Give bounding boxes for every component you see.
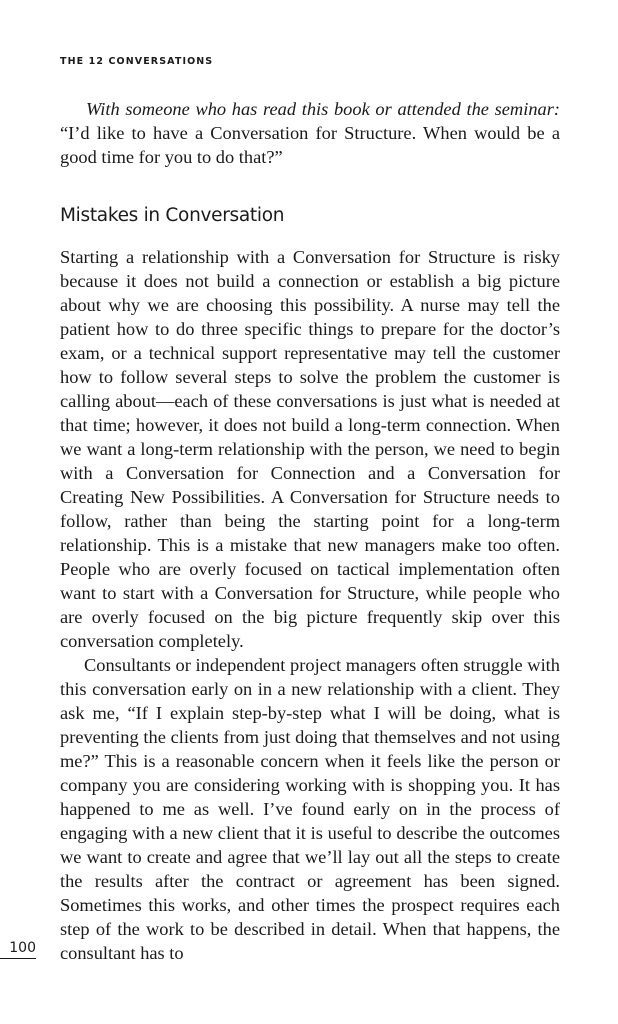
intro-lead-in: With someone who has read this book or attended the seminar: <box>86 99 560 119</box>
page-number: 100 <box>0 940 36 959</box>
body-text <box>60 245 560 965</box>
intro-paragraph <box>60 97 560 169</box>
body-paragraph-1: Starting a relationship with a Conversation for Structure is risky because it does not build a connection or establish a big picture about why we are choosing this possibility. A nurse may tell the patient how to do three specific things to prepare for the doctor’s exam, or a technical support representative may tell the customer how to follow several steps to solve the problem the customer is calling about—each of these conversations is just what is needed at that time; however, it does not build a long-term connection. When we want a long-term relationship with the person, we need to begin with a Conversation for Connection and a Conversation for Creating New Possibilities. A Conversation for Structure needs to follow, rather than being the starting point for a long-term relationship. This is a mistake that new managers make too often. People who are overly focused on tactical implementation often want to start with a Conversation for Structure, while people who are overly focused on the big picture frequently skip over this conversation completely. <box>60 247 560 651</box>
running-head: THE 12 CONVERSATIONS <box>60 56 214 67</box>
body-paragraph-2: Consultants or independent project managers often struggle with this conversation early on in a new relationship with a client. They ask me, “If I explain step-by-step what I will be doing, what is preventing the clients from just doing that themselves and not using me?” This is a reasonable concern when it feels like the person or company you are considering working with is shopping you. It has happened to me as well. I’ve found early on in the process of engaging with a new client that it is useful to describe the outcomes we want to create and agree that we’ll lay out all the steps to create the results after the contract or agreement has been signed. Sometimes this works, and other times the prospect requires each step of the work to be described in detail. When that happens, the consultant has to <box>60 655 560 963</box>
intro-quote: “I’d like to have a Conversation for Structure. When would be a good time for you to do that?” <box>60 123 560 167</box>
section-heading: Mistakes in Conversation <box>60 205 285 226</box>
